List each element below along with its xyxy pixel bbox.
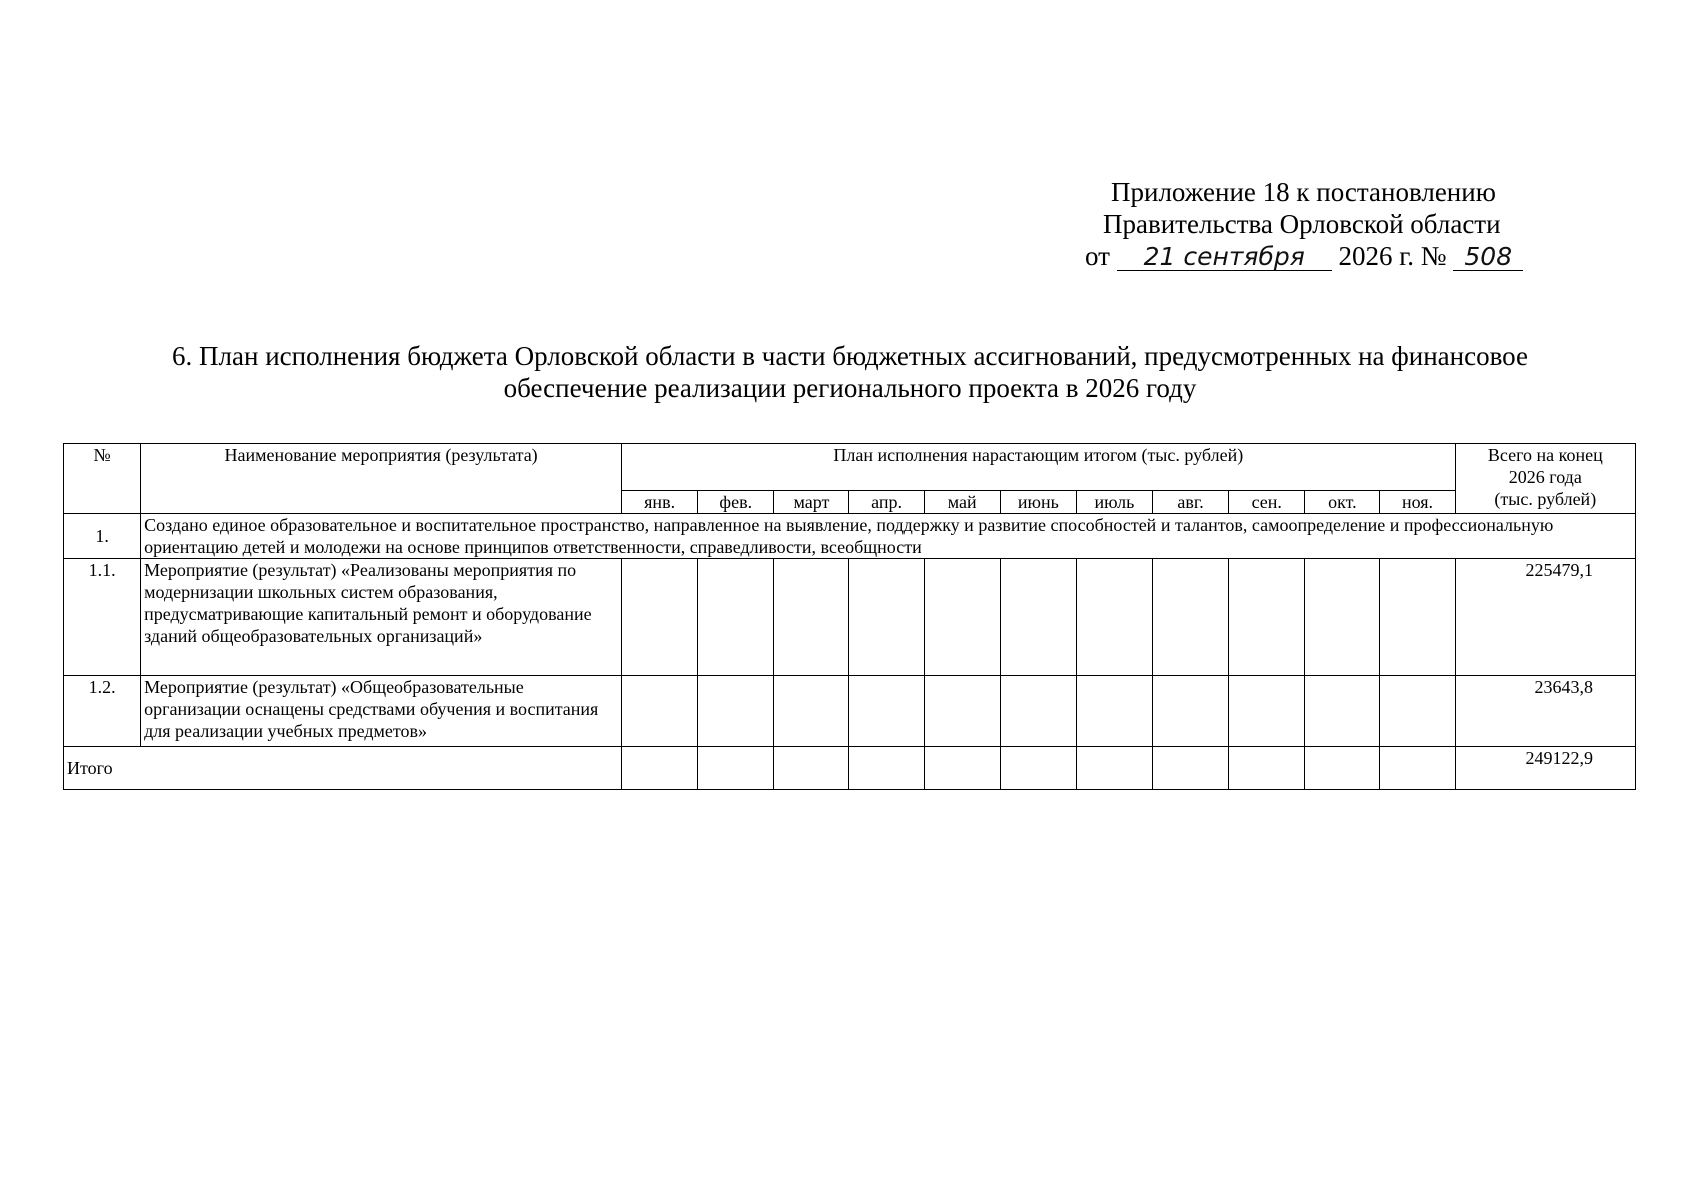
document-title-line-2: обеспечение реализации регионального проекта в 2026 году bbox=[503, 373, 1197, 403]
month-cell bbox=[1000, 676, 1076, 747]
appendix-line-2: Правительства Орловской области bbox=[1103, 209, 1501, 239]
section-text: Создано единое образовательное и воспитательное пространство, направленное на выявление, поддержку и развитие способностей и талантов, самоопределение и профессиональную ориентацию детей и молодежи на основе принципов ответственности, справедливости, всеобщности bbox=[141, 514, 1636, 559]
month-cell bbox=[1153, 676, 1229, 747]
header-total-line-3: (тыс. рублей) bbox=[1494, 489, 1597, 509]
month-cell bbox=[774, 747, 849, 790]
month-cell bbox=[924, 559, 1000, 676]
month-cell bbox=[1305, 559, 1380, 676]
header-name: Наименование мероприятия (результата) bbox=[141, 444, 622, 514]
section-row bbox=[64, 514, 1636, 559]
budget-plan-table bbox=[63, 443, 1636, 790]
month-cell bbox=[774, 559, 849, 676]
header-total-line-2: 2026 года bbox=[1508, 467, 1582, 487]
month-header: март bbox=[774, 491, 849, 514]
month-cell bbox=[924, 676, 1000, 747]
month-cell bbox=[1305, 747, 1380, 790]
month-cell bbox=[849, 676, 924, 747]
header-total-line-1: Всего на конец bbox=[1487, 445, 1603, 465]
month-cell bbox=[1076, 747, 1152, 790]
month-cell bbox=[1000, 747, 1076, 790]
month-header: июль bbox=[1076, 491, 1152, 514]
month-cell bbox=[1380, 559, 1455, 676]
month-cell bbox=[1380, 676, 1455, 747]
month-header: июнь bbox=[1000, 491, 1076, 514]
month-cell bbox=[622, 676, 698, 747]
header-plan: План исполнения нарастающим итогом (тыс. рублей) bbox=[622, 444, 1456, 491]
document-title-line-1: 6. План исполнения бюджета Орловской области в части бюджетных ассигнований, предусмотренных на финансовое bbox=[172, 341, 1528, 371]
section-num: 1. bbox=[64, 514, 141, 559]
month-header: апр. bbox=[849, 491, 924, 514]
itogo-label: Итого bbox=[64, 747, 622, 790]
month-cell bbox=[1380, 747, 1455, 790]
header-num: № bbox=[64, 444, 141, 514]
year-number-label: 2026 г. № bbox=[1338, 241, 1447, 271]
month-header: авг. bbox=[1153, 491, 1229, 514]
month-cell bbox=[622, 747, 698, 790]
month-header: окт. bbox=[1305, 491, 1380, 514]
month-cell bbox=[1076, 676, 1152, 747]
month-cell bbox=[698, 747, 774, 790]
month-cell bbox=[1229, 747, 1305, 790]
total-row bbox=[64, 747, 1636, 790]
row-total: 23643,8 bbox=[1455, 676, 1635, 747]
header-total bbox=[1455, 444, 1635, 514]
row-name: Мероприятие (результат) «Общеобразовательные организации оснащены средствами обучения и воспитания для реализации учебных предметов» bbox=[141, 676, 622, 747]
month-cell bbox=[698, 559, 774, 676]
month-cell bbox=[1153, 559, 1229, 676]
appendix-header bbox=[1085, 176, 1605, 272]
row-num: 1.2. bbox=[64, 676, 141, 747]
month-header: сен. bbox=[1229, 491, 1305, 514]
month-cell bbox=[1305, 676, 1380, 747]
row-total: 225479,1 bbox=[1455, 559, 1635, 676]
handwritten-number: 508 bbox=[1453, 244, 1523, 271]
month-cell bbox=[1229, 676, 1305, 747]
month-header: ноя. bbox=[1380, 491, 1455, 514]
month-cell bbox=[698, 676, 774, 747]
month-cell bbox=[1229, 559, 1305, 676]
row-name: Мероприятие (результат) «Реализованы мероприятия по модернизации школьных систем образования, предусматривающие капитальный ремонт и оборудование зданий общеобразовательных организаций» bbox=[141, 559, 622, 676]
month-cell bbox=[774, 676, 849, 747]
document-title bbox=[60, 340, 1640, 404]
handwritten-date: 21 сентября bbox=[1117, 244, 1332, 271]
month-cell bbox=[622, 559, 698, 676]
month-header: май bbox=[924, 491, 1000, 514]
row-num: 1.1. bbox=[64, 559, 141, 676]
appendix-line-1: Приложение 18 к постановлению bbox=[1111, 177, 1496, 207]
month-cell bbox=[1076, 559, 1152, 676]
month-cell bbox=[1153, 747, 1229, 790]
month-cell bbox=[849, 747, 924, 790]
month-header: янв. bbox=[622, 491, 698, 514]
table-header-row bbox=[64, 444, 1636, 491]
month-cell bbox=[1000, 559, 1076, 676]
table-row bbox=[64, 559, 1636, 676]
table-row bbox=[64, 676, 1636, 747]
appendix-line-3 bbox=[1085, 240, 1605, 272]
itogo-total: 249122,9 bbox=[1455, 747, 1635, 790]
from-prefix: от bbox=[1085, 241, 1110, 271]
month-cell bbox=[924, 747, 1000, 790]
month-cell bbox=[849, 559, 924, 676]
month-header: фев. bbox=[698, 491, 774, 514]
